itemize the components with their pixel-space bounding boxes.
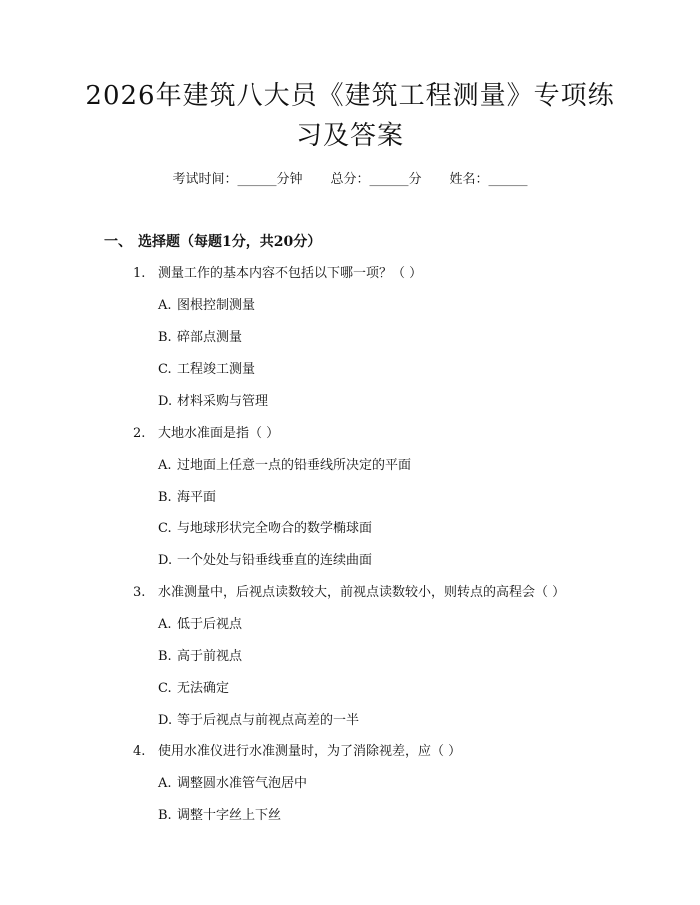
option-letter: D.: [158, 394, 173, 409]
question-1: [133, 262, 422, 281]
option-letter: B.: [158, 330, 172, 345]
question-text: 水准测量中，后视点读数较大，前视点读数较小，则转点的高程会（ ）: [158, 585, 566, 600]
question-number: 3.: [133, 585, 146, 600]
option-letter: A.: [158, 776, 172, 791]
option-letter: A.: [158, 617, 172, 632]
option-3a: [158, 613, 242, 632]
question-text: 测量工作的基本内容不包括以下哪一项？（ ）: [158, 266, 423, 281]
option-4b: [158, 804, 281, 823]
section-heading: [104, 231, 321, 251]
exam-time: 考试时间：______分钟: [172, 172, 303, 187]
option-1b: [158, 326, 242, 345]
option-letter: B.: [158, 490, 172, 505]
question-text: 大地水准面是指（ ）: [158, 426, 280, 441]
section-title: 选择题（每题1分，共20分）: [138, 234, 322, 250]
document-title: 2026年建筑八大员《建筑工程测量》专项练习及答案: [85, 81, 615, 151]
option-letter: C.: [158, 681, 172, 696]
student-name: 姓名：______: [449, 172, 528, 187]
question-4: [133, 740, 461, 759]
option-text: 材料采购与管理: [177, 394, 269, 409]
option-2c: [158, 517, 372, 536]
option-text: 一个处处与铅垂线垂直的连续曲面: [177, 553, 373, 568]
option-letter: B.: [158, 808, 172, 823]
option-text: 图根控制测量: [177, 298, 256, 313]
option-3c: [158, 677, 229, 696]
option-1d: [158, 390, 268, 409]
question-2: [133, 422, 279, 441]
option-letter: C.: [158, 521, 172, 536]
option-text: 高于前视点: [177, 649, 243, 664]
option-text: 低于后视点: [177, 617, 243, 632]
option-text: 与地球形状完全吻合的数学椭球面: [177, 521, 373, 536]
option-text: 工程竣工测量: [177, 362, 256, 377]
question-number: 1.: [133, 266, 146, 281]
option-text: 过地面上任意一点的铅垂线所决定的平面: [177, 458, 412, 473]
option-text: 调整十字丝上下丝: [177, 808, 282, 823]
question-3: [133, 581, 565, 600]
option-3d: [158, 709, 359, 728]
option-text: 调整圆水准管气泡居中: [177, 776, 308, 791]
total-score: 总分：______分: [330, 172, 422, 187]
option-text: 无法确定: [177, 681, 230, 696]
option-4a: [158, 772, 307, 791]
question-number: 2.: [133, 426, 146, 441]
option-letter: A.: [158, 458, 172, 473]
exam-meta: [0, 168, 700, 187]
option-letter: A.: [158, 298, 172, 313]
option-1a: [158, 294, 255, 313]
option-2d: [158, 549, 372, 568]
section-number: 一、: [104, 234, 132, 250]
question-text: 使用水准仪进行水准测量时，为了消除视差，应（ ）: [158, 744, 462, 759]
option-text: 碎部点测量: [177, 330, 243, 345]
option-2b: [158, 486, 216, 505]
option-letter: D.: [158, 713, 173, 728]
option-letter: C.: [158, 362, 172, 377]
option-text: 等于后视点与前视点高差的一半: [177, 713, 360, 728]
question-number: 4.: [133, 744, 146, 759]
option-letter: D.: [158, 553, 173, 568]
option-3b: [158, 645, 242, 664]
option-1c: [158, 358, 255, 377]
option-2a: [158, 454, 411, 473]
option-letter: B.: [158, 649, 172, 664]
option-text: 海平面: [177, 490, 217, 505]
